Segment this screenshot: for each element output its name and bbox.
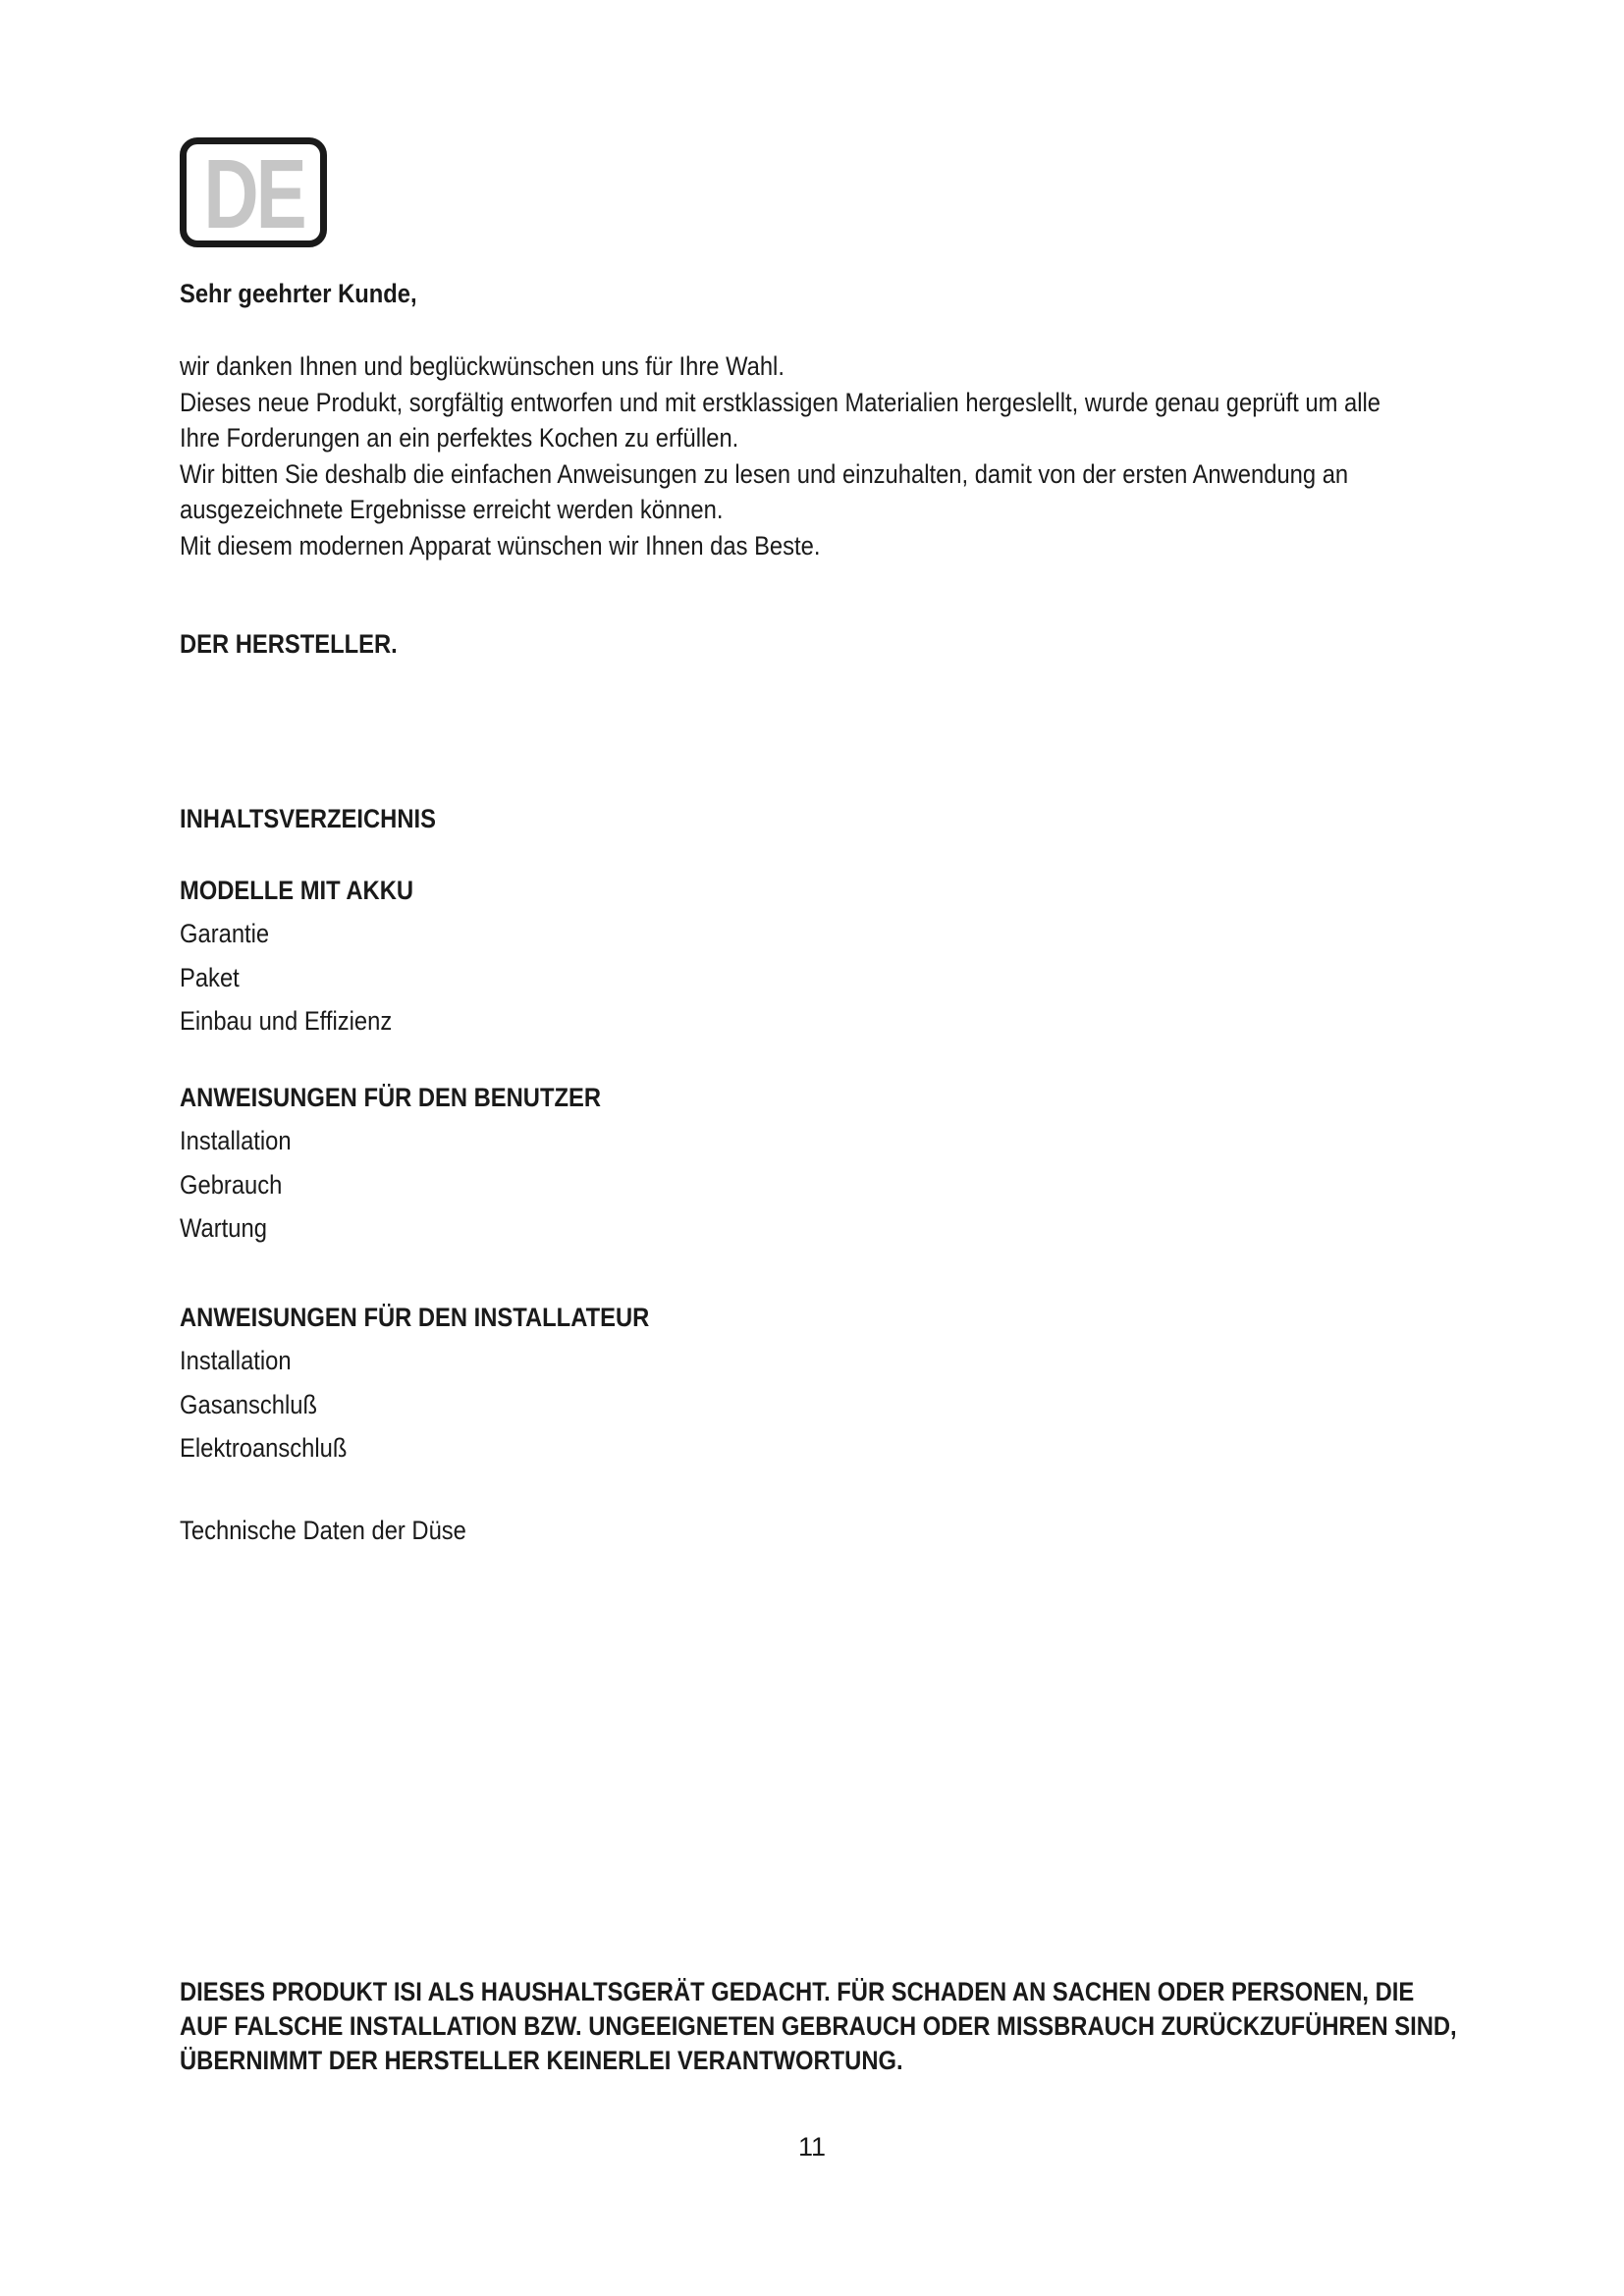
- toc-section-heading: [180, 1076, 659, 1119]
- language-code: DE: [202, 139, 304, 249]
- toc-item: [180, 1163, 659, 1207]
- toc-item-text: Installation: [180, 1346, 292, 1375]
- toc-title-text: INHALTSVERZEICHNIS: [180, 804, 436, 833]
- intro-line-text: wir danken Ihnen und beglückwünschen uns für Ihre Wahl.: [180, 351, 785, 381]
- toc-section-models-with-battery: [180, 869, 445, 1043]
- intro-line: [180, 528, 1544, 564]
- intro-line-text: Wir bitten Sie deshalb die einfachen Anweisungen zu lesen und einzuhalten, damit von der ersten Anwendung an: [180, 458, 1349, 489]
- toc-item-text: Einbau und Effizienz: [180, 1006, 393, 1036]
- intro-line: [180, 456, 1544, 493]
- page-number: 11: [797, 2132, 827, 2162]
- manufacturer-signature: [180, 629, 427, 660]
- toc-item: [180, 1339, 713, 1383]
- toc-item-text: Paket: [180, 962, 240, 992]
- toc-item: [180, 1426, 713, 1470]
- intro-line-text: Dieses neue Produkt, sorgfältig entworfen und mit erstklassigen Materialien hergeslellt, wurde genau geprüft um alle: [180, 387, 1380, 417]
- liability-disclaimer: [180, 1975, 1624, 2078]
- toc-item: [180, 956, 445, 1000]
- toc-item-text: Wartung: [180, 1213, 267, 1243]
- toc-section-heading-text: MODELLE MIT AKKU: [180, 876, 414, 905]
- toc-item-text: Gasanschluß: [180, 1389, 317, 1419]
- disclaimer-line-text: AUF FALSCHE INSTALLATION BZW. UNGEEIGNETEN GEBRAUCH ODER MISSBRAUCH ZURÜCKZUFÜHREN SIND,: [180, 2011, 1457, 2041]
- disclaimer-line: [180, 1975, 1624, 2009]
- disclaimer-line-text: ÜBERNIMMT DER HERSTELLER KEINERLEI VERANTWORTUNG.: [180, 2046, 903, 2075]
- disclaimer-line-text: DIESES PRODUKT ISI ALS HAUSHALTSGERÄT GEDACHT. FÜR SCHADEN AN SACHEN ODER PERSONEN, DIE: [180, 1977, 1415, 2006]
- toc-title: [180, 804, 471, 834]
- toc-item-nozzle-data: [180, 1516, 506, 1546]
- toc-item: [180, 999, 445, 1043]
- salutation-text: Sehr geehrter Kunde,: [180, 279, 417, 308]
- disclaimer-line: [180, 2044, 1624, 2078]
- toc-item-text: Garantie: [180, 919, 270, 948]
- salutation: [180, 279, 450, 309]
- intro-line: [180, 420, 1544, 456]
- intro-line: [180, 492, 1544, 528]
- toc-item-text: Technische Daten der Düse: [180, 1516, 466, 1545]
- toc-item-text: Gebrauch: [180, 1169, 283, 1200]
- intro-paragraph: [180, 348, 1544, 563]
- toc-item: [180, 1383, 713, 1427]
- signature-text: DER HERSTELLER.: [180, 629, 398, 659]
- intro-line-text: Mit diesem modernen Apparat wünschen wir Ihnen das Beste.: [180, 530, 821, 561]
- toc-item-text: Elektroanschluß: [180, 1433, 348, 1463]
- intro-line-text: Ihre Forderungen an ein perfektes Kochen zu erfüllen.: [180, 423, 739, 453]
- language-badge: [180, 137, 327, 247]
- disclaimer-line: [180, 2009, 1624, 2044]
- toc-section-heading: [180, 1296, 713, 1339]
- toc-item: [180, 1206, 659, 1251]
- toc-section-user-instructions: [180, 1076, 659, 1251]
- toc-item-text: Installation: [180, 1126, 292, 1155]
- intro-line-text: ausgezeichnete Ergebnisse erreicht werden können.: [180, 495, 724, 524]
- intro-line: [180, 385, 1544, 421]
- toc-item: [180, 912, 445, 956]
- toc-section-installer-instructions: [180, 1296, 713, 1470]
- toc-section-heading: [180, 869, 445, 912]
- toc-section-heading-text: ANWEISUNGEN FÜR DEN BENUTZER: [180, 1083, 602, 1112]
- intro-line: [180, 348, 1544, 385]
- toc-item: [180, 1119, 659, 1163]
- toc-section-heading-text: ANWEISUNGEN FÜR DEN INSTALLATEUR: [180, 1303, 650, 1332]
